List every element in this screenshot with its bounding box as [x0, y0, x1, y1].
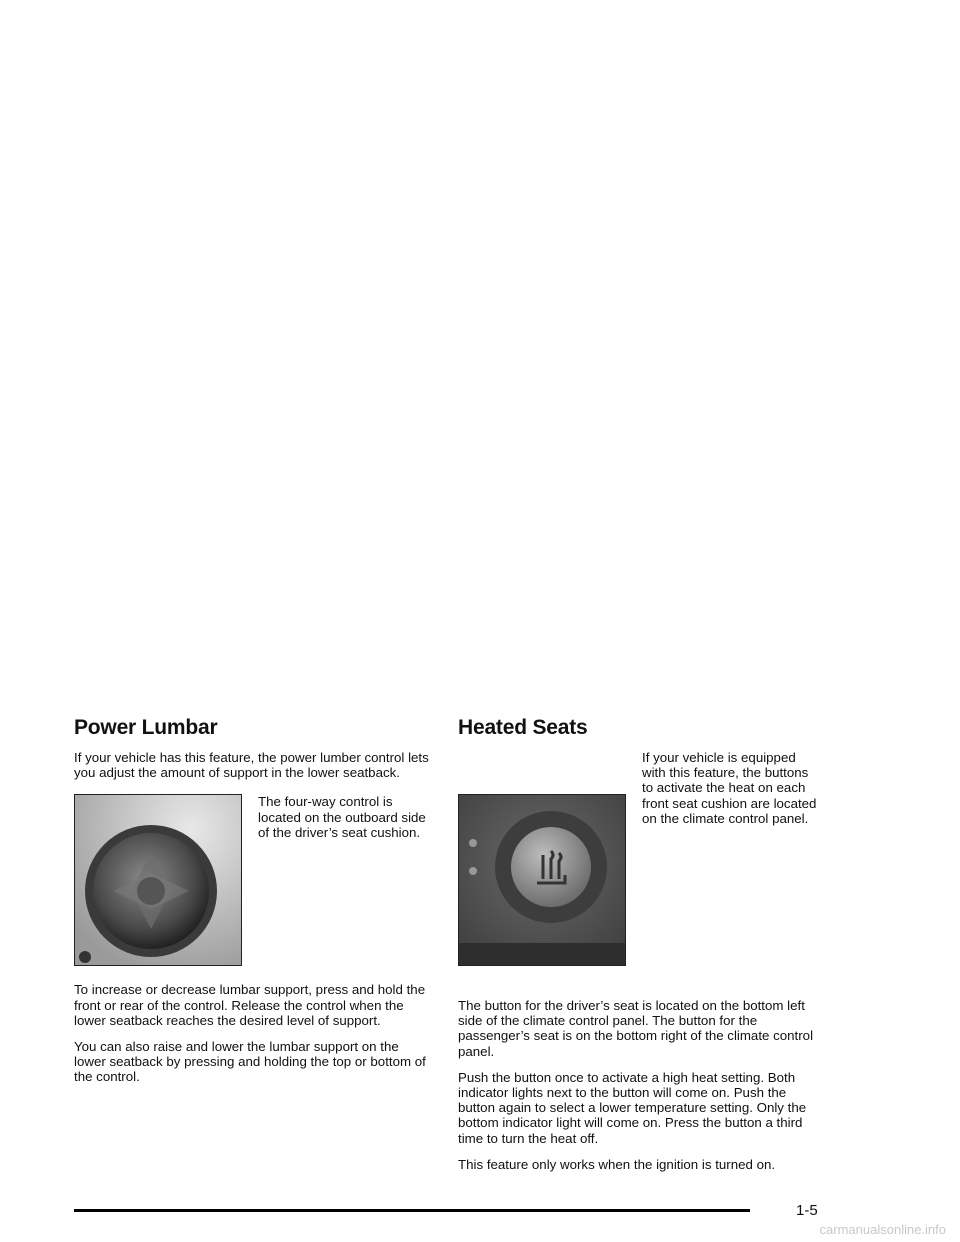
- heated-figure-caption-box: [642, 750, 822, 826]
- lumbar-figure-row: [74, 794, 434, 964]
- power-lumbar-heading: Power Lumbar: [74, 716, 218, 739]
- heated-paragraph-3: This feature only works when the ignition is turned on.: [458, 1156, 776, 1172]
- footer-rule: [74, 1209, 750, 1212]
- watermark: carmanualsonline.info: [819, 1222, 946, 1237]
- lumbar-control-illustration: [75, 795, 241, 965]
- heated-figure-row: [458, 750, 820, 920]
- heated-seat-button-illustration: [459, 795, 625, 965]
- lumbar-control-photo: [74, 794, 242, 966]
- heated-paragraph-2: Push the button once to activate a high heat setting. Both indicator lights next to the button will come on. Push the button again to select a lower temperature setting. Only the bottom indicator light will come on. Press the button a third time to turn the heat off.: [458, 1069, 807, 1146]
- page-number: 1-5: [796, 1202, 818, 1219]
- heated-paragraph-1: The button for the driver’s seat is located on the bottom left side of the climate control panel. The button for the passenger’s seat is on the bottom right of the climate control panel.: [458, 998, 814, 1059]
- lumbar-paragraph-1: To increase or decrease lumbar support, press and hold the front or rear of the control. Release the control when the lower seatback reaches the desired level of support.: [74, 982, 426, 1028]
- lumbar-figure-caption: The four-way control is located on the outboard side of the driver’s seat cushion.: [258, 794, 426, 840]
- heated-seats-heading: Heated Seats: [458, 716, 588, 739]
- lumbar-paragraph-2: You can also raise and lower the lumbar support on the lower seatback by pressing and holding the top or bottom of the control.: [74, 1039, 426, 1085]
- heated-figure-caption: If your vehicle is equipped with this feature, the buttons to activate the heat on each front seat cushion are located on the climate control panel.: [642, 750, 817, 826]
- power-lumbar-section: [74, 716, 434, 1096]
- heated-seat-button-photo: [458, 794, 626, 966]
- power-lumbar-intro: If your vehicle has this feature, the power lumber control lets you adjust the amount of support in the lower seatback.: [74, 750, 429, 781]
- lumbar-figure-caption-box: [258, 794, 438, 840]
- heated-seats-section: [458, 716, 820, 1183]
